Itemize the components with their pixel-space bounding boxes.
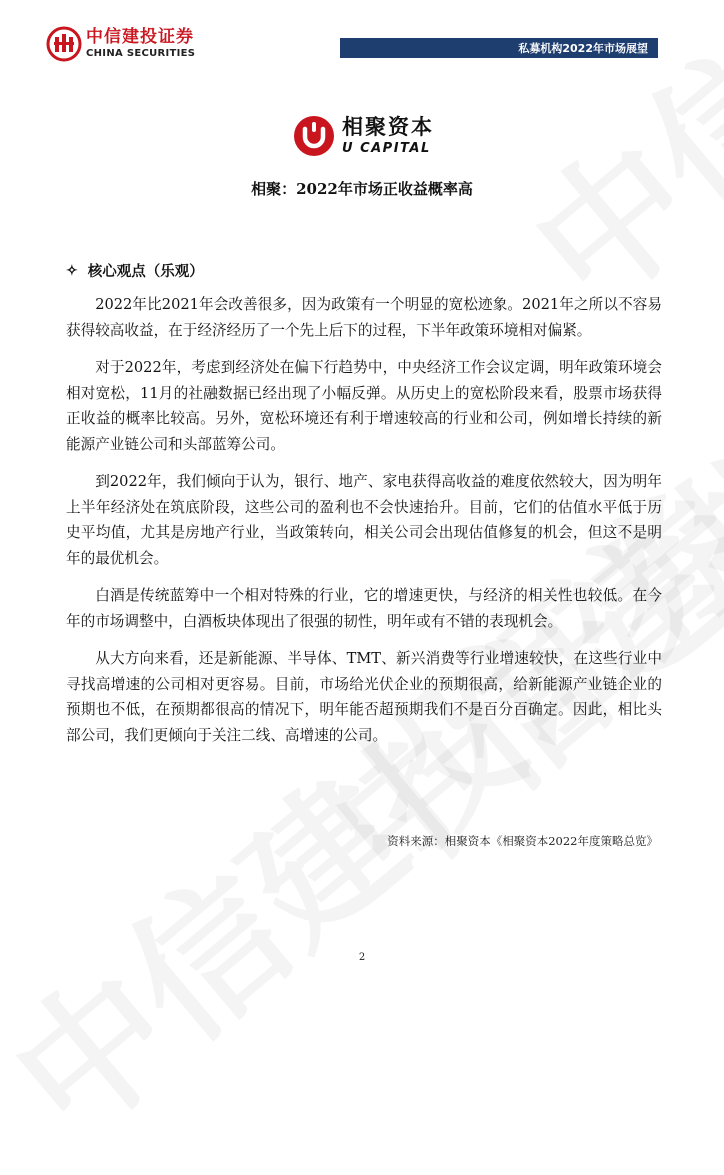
- brand-logo: [292, 114, 434, 158]
- page-header: [0, 0, 724, 70]
- section-heading-text: 核心观点（乐观）: [87, 263, 204, 280]
- company-logo: [46, 26, 195, 62]
- china-securities-logo-icon: [46, 26, 82, 62]
- paragraph: 对于2022年，考虑到经济处在偏下行趋势中，中央经济工作会议定调，明年政策环境会相对宽松，11月的社融数据已经出现了小幅反弹。从历史上的宽松阶段来看，股票市场获得正收益的概率比较高。另外，宽松环境还有利于增速较高的行业和公司，例如增长持续的新能源产业链公司和头部蓝筹公司。: [66, 359, 662, 453]
- paragraph: 2022年比2021年会改善很多，因为政策有一个明显的宽松迹象。2021年之所以不容易获得较高收益，在于经济经历了一个先上后下的过程，下半年政策环境相对偏紧。: [66, 296, 662, 339]
- paragraph: 到2022年，我们倾向于认为，银行、地产、家电获得高收益的难度依然较大，因为明年上半年经济处在筑底阶段，这些公司的盈利也不会快速抬升。目前，它们的估值水平低于历史平均值，尤其是房地产行业，当政策转向，相关公司会出现估值修复的机会，但这不是明年的最优机会。: [66, 473, 662, 567]
- company-name-cn: 中信建投证券: [86, 27, 194, 47]
- report-title-bar: [340, 38, 658, 58]
- brand-name-cn: 相聚资本: [342, 115, 434, 139]
- article-title: 相聚：2022年市场正收益概率高: [251, 180, 473, 198]
- paragraph: 从大方向来看，还是新能源、半导体、TMT、新兴消费等行业增速较快，在这些行业中寻找高增速的公司相对更容易。目前，市场给光伏企业的预期很高，给新能源产业链企业的预期也不低，在预期都很高的情况下，明年能否超预期我们不是百分百确定。因此，相比头部公司，我们更倾向于关注二线、高增速的公司。: [66, 650, 662, 744]
- diamond-bullet-icon: ✧: [66, 262, 78, 279]
- article-body: [66, 292, 662, 760]
- u-capital-logo-icon: [292, 114, 336, 158]
- paragraph: 白酒是传统蓝筹中一个相对特殊的行业，它的增速更快，与经济的相关性也较低。在今年的市场调整中，白酒板块体现出了很强的韧性，明年或有不错的表现机会。: [66, 587, 662, 630]
- report-title: 私募机构2022年市场展望: [518, 42, 648, 55]
- source-note: 资料来源：相聚资本《相聚资本2022年度策略总览》: [387, 834, 658, 848]
- brand-name-en: U CAPITAL: [342, 141, 431, 156]
- section-heading: [66, 260, 204, 281]
- company-name-en: CHINA SECURITIES: [86, 48, 196, 59]
- page-number: 2: [358, 952, 366, 963]
